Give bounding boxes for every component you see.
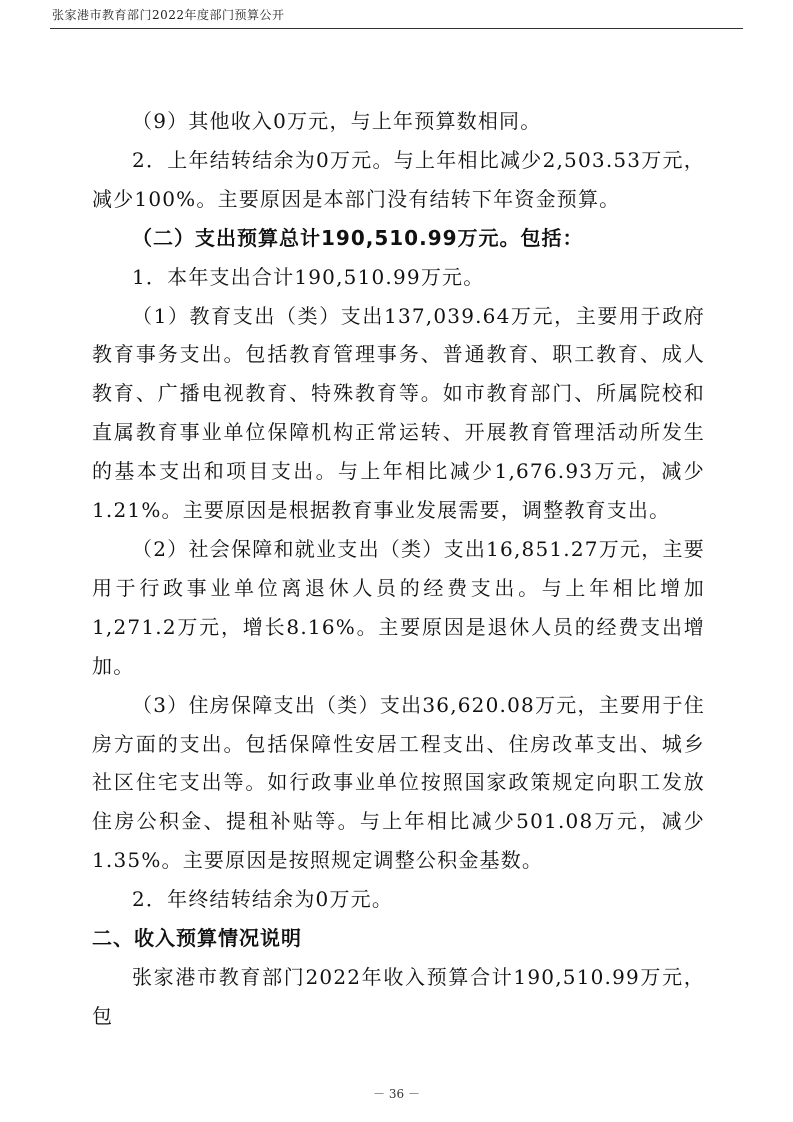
paragraph-education-expenditure: （1）教育支出（类）支出137,039.64万元，主要用于政府教育事务支出。包括教育管理事务、普通教育、职工教育、成人教育、广播电视教育、特殊教育等。如市教育部门、所属院校和直属教育事业单位保障机构正常运转、开展教育管理活动所发生的基本支出和项目支出。与上年相比减少1,676.93万元，减少1.21%。主要原因是根据教育事业发展需要，调整教育支出。 xyxy=(92,303,705,523)
paragraph-year-end-carryover: 2．年终结转结余为0万元。 xyxy=(132,887,394,912)
page-header: 张家港市教育部门2022年度部门预算公开 xyxy=(52,8,285,22)
paragraph-social-security-expenditure: （2）社会保障和就业支出（类）支出16,851.27万元，主要用于行政事业单位离退休人员的经费支出。与上年相比增加1,271.2万元，增长8.16%。主要原因是退休人员的经费支出增加。 xyxy=(92,536,705,678)
page-number: － 36 － xyxy=(373,1087,420,1101)
paragraph-income-budget-total: 张家港市教育部门2022年收入预算合计190,510.99万元，包 xyxy=(92,964,705,1028)
paragraph-prior-year-carryover: 2．上年结转结余为0万元。与上年相比减少2,503.53万元，减少100%。主要原因是本部门没有结转下年资金预算。 xyxy=(92,147,705,211)
header-divider xyxy=(50,28,743,29)
paragraph-other-income: （9）其他收入0万元，与上年预算数相同。 xyxy=(132,109,542,133)
paragraph-housing-expenditure: （3）住房保障支出（类）支出36,620.08万元，主要用于住房方面的支出。包括保障性安居工程支出、住房改革支出、城乡社区住宅支出等。如行政事业单位按照国家政策规定向职工发放住房公积金、提租补贴等。与上年相比减少501.08万元，减少1.35%。主要原因是按照规定调整公积金基数。 xyxy=(92,692,705,873)
section-heading-income-budget: 二、收入预算情况说明 xyxy=(92,926,302,951)
document-body xyxy=(92,102,705,1036)
heading-expenditure-total: （二）支出预算总计190,510.99万元。包括： xyxy=(132,225,584,250)
paragraph-current-year-expenditure: 1．本年支出合计190,510.99万元。 xyxy=(132,264,485,289)
